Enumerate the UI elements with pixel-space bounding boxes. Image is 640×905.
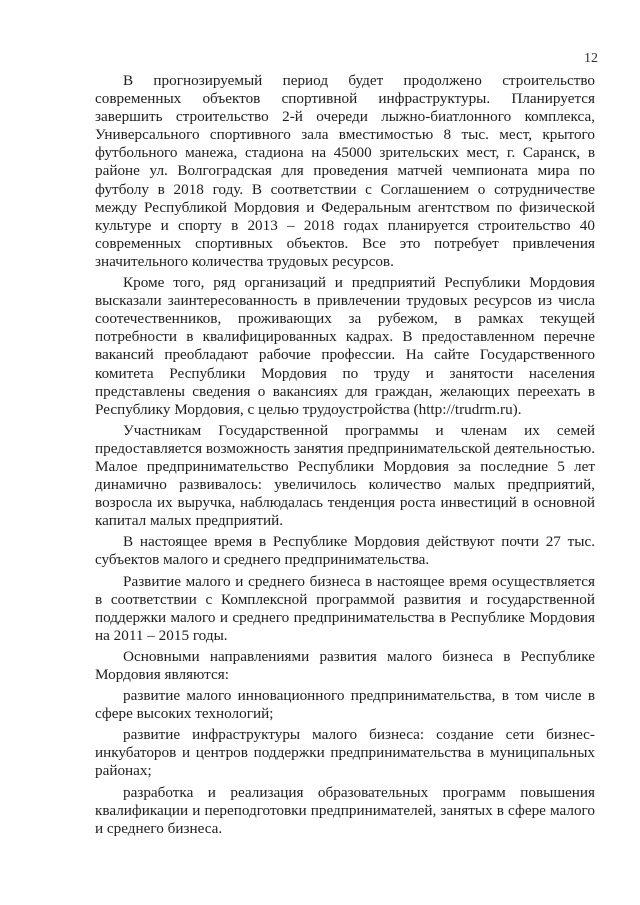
page-number: 12 bbox=[584, 51, 598, 66]
paragraph-entrepreneurship: Участникам Государственной программы и членам их семей предоставляется возможность занятия предпринимательской деятельностью. Малое предпринимательство Республики Мордовия за последние 5 лет динамично развивалось: увеличилось количество малых предприятий, возросла их выручка, наблюдалась тенденция роста инвестиций в основной капитал малых предприятий. bbox=[95, 421, 595, 530]
list-item-infrastructure: развитие инфраструктуры малого бизнеса: создание сети бизнес-инкубаторов и центров поддержки предпринимательства в муниципальных районах; bbox=[95, 726, 595, 780]
paragraph-directions-intro: Основными направлениями развития малого бизнеса в Республике Мордовия являются: bbox=[95, 647, 595, 683]
paragraph-sme-count: В настоящее время в Республике Мордовия действуют почти 27 тыс. субъектов малого и среднего предпринимательства. bbox=[95, 533, 595, 569]
paragraph-sports-infrastructure: В прогнозируемый период будет продолжено строительство современных объектов спортивной инфраструктуры. Планируется завершить строительство 2-й очереди лыжно-биатлонного комплекса, Универсального спортивного зала вместимостью 8 тыс. мест, крытого футбольного манежа, стадиона на 45000 зрительских мест, г. Саранск, в районе ул. Волгоградская для проведения матчей чемпионата мира по футболу в 2018 году. В соответствии с Соглашением о сотрудничестве между Республикой Мордовия и Федеральным агентством по физической культуре и спорту в 2013 – 2018 годах планируется строительство 40 современных спортивных объектов. Все это потребует привлечения значительного количества трудовых ресурсов. bbox=[95, 72, 595, 270]
body-text bbox=[95, 72, 595, 841]
paragraph-sme-program: Развитие малого и среднего бизнеса в настоящее время осуществляется в соответствии с Комплексной программой развития и государственной поддержки малого и среднего предпринимательства в Республике Мордовия на 2011 – 2015 годы. bbox=[95, 572, 595, 644]
list-item-education: разработка и реализация образовательных программ повышения квалификации и переподготовки предпринимателей, занятых в сфере малого и среднего бизнеса. bbox=[95, 783, 595, 837]
paragraph-compatriots-recruitment: Кроме того, ряд организаций и предприятий Республики Мордовия высказали заинтересованность в привлечении трудовых ресурсов из числа соотечественников, проживающих за рубежом, в рамках текущей потребности в квалифицированных кадрах. В предоставленном перечне вакансий преобладают рабочие профессии. На сайте Государственного комитета Республики Мордовия по труду и занятости населения представлены сведения о вакансиях для граждан, желающих переехать в Республику Мордовия, с целью трудоустройства (http://trudrm.ru). bbox=[95, 274, 595, 418]
list-item-innovation: развитие малого инновационного предпринимательства, в том числе в сфере высоких технологий; bbox=[95, 687, 595, 723]
